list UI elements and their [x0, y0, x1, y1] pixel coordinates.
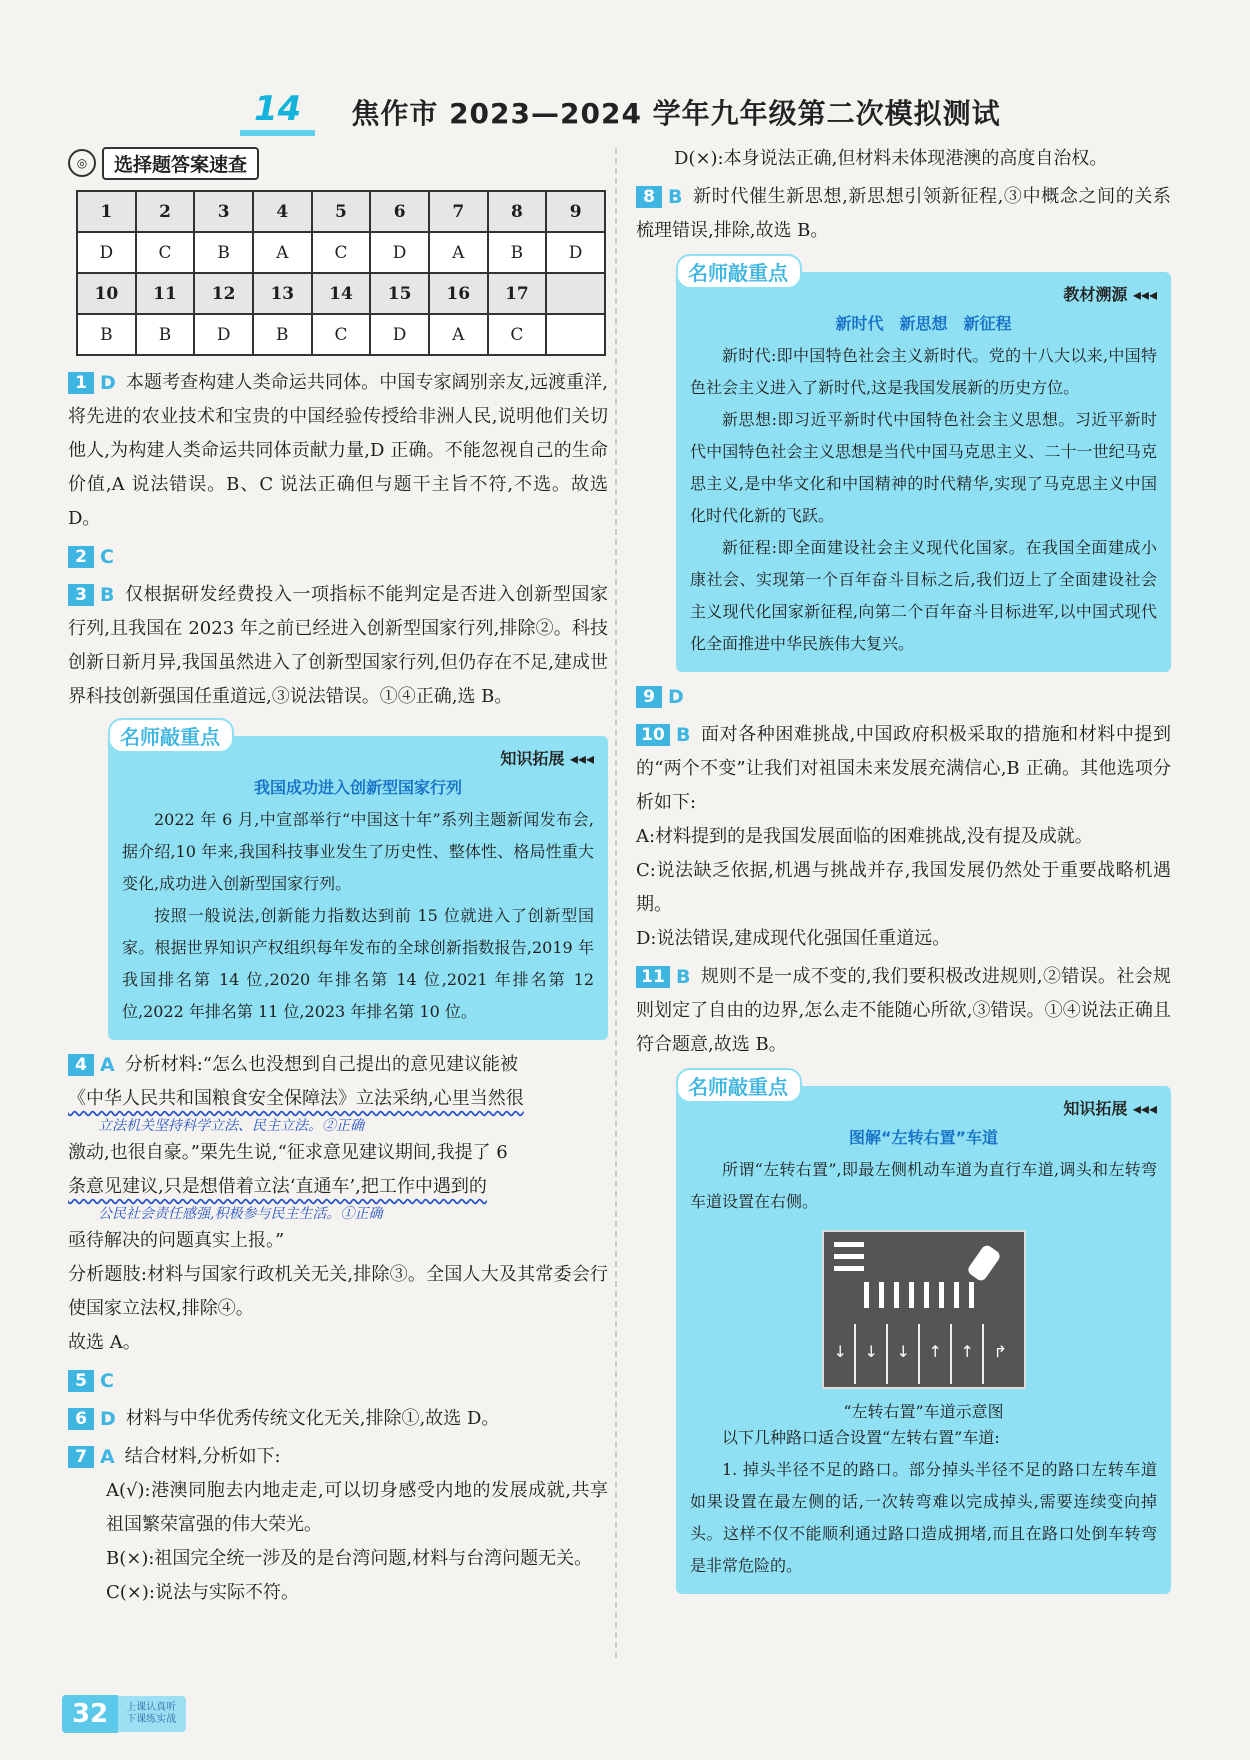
table-cell: A: [429, 314, 488, 355]
road-marking: [834, 1254, 864, 1259]
table-cell: A: [429, 232, 488, 273]
page-title: 焦作市 2023—2024 学年九年级第二次模拟测试: [351, 97, 1001, 130]
answer-letter: A: [100, 1054, 115, 1076]
tip-paragraph: 新时代:即中国特色社会主义新时代。党的十八大以来,中国特色社会主义进入了新时代,这是我国发展新的历史方位。: [690, 346, 1157, 397]
lane-line: [918, 1324, 920, 1384]
answer-letter: B: [676, 724, 691, 746]
question-number: 10: [636, 724, 670, 746]
answer-q6: [68, 1402, 608, 1436]
tip-tag: 名师敲重点: [676, 254, 802, 289]
right-column: [636, 148, 1171, 1602]
table-cell: 3: [194, 191, 253, 232]
page-footer: [62, 1695, 186, 1733]
table-cell: D: [546, 232, 605, 273]
explanation-text: 新时代催生新思想,新思想引领新征程,③中概念之间的关系梳理错误,排除,故选 B。: [636, 186, 1171, 241]
table-cell: C: [312, 232, 371, 273]
option-analysis: C(×):说法与实际不符。: [106, 1582, 299, 1603]
page-number: 32: [62, 1695, 118, 1733]
crosswalk-stripe: [909, 1282, 914, 1308]
explanation-text: 结合材料,分析如下:: [124, 1446, 281, 1467]
tip-paragraph: 新思想:即习近平新时代中国特色社会主义思想。习近平新时代中国特色社会主义思想是当代中国马克思主义、二十一世纪马克思主义,是中华文化和中国精神的时代精华,实现了马克思主义中国化时代化新的飞跃。: [690, 410, 1157, 525]
explanation-text: 《中华人民共和国粮食安全保障法》立法采纳,心里当然很: [68, 1088, 524, 1109]
question-number: 7: [68, 1446, 94, 1468]
crosswalk-stripe: [894, 1282, 899, 1308]
answer-q11: [636, 960, 1171, 1062]
tip-paragraph: 1. 掉头半径不足的路口。部分掉头半径不足的路口左转车道如果设置在最左侧的话,一次转弯难以完成掉头,需要连续变向掉头。这样不仅不能顺利通过路口造成拥堵,而且在路口处倒车转弯是非常危险的。: [690, 1460, 1157, 1575]
answer-letter: B: [668, 186, 683, 208]
table-cell: 10: [77, 273, 136, 314]
tip-title: 新时代 新思想 新征程: [835, 314, 1012, 333]
answer-q9: [636, 680, 1171, 714]
table-cell: 1: [77, 191, 136, 232]
question-number: 1: [68, 372, 94, 394]
answer-section-header: [68, 148, 608, 178]
test-number: 14: [240, 88, 315, 136]
table-cell: D: [370, 232, 429, 273]
lane-line: [982, 1324, 984, 1384]
table-cell: 17: [488, 273, 547, 314]
left-column: [68, 148, 608, 1610]
tip-paragraph: 2022 年 6 月,中宣部举行“中国这十年”系列主题新闻发布会,据介绍,10 年来,我国科技事业发生了历史性、整体性、格局性重大变化,成功进入创新型国家行列。: [122, 810, 594, 893]
option-analysis: A(√):港澳同胞去内地走走,可以切身感受内地的发展成就,共享祖国繁荣富强的伟大荣光。: [106, 1480, 608, 1535]
question-number: 9: [636, 686, 662, 708]
answer-letter: C: [100, 546, 114, 568]
table-cell: D: [370, 314, 429, 355]
table-cell: 6: [370, 191, 429, 232]
tip-title: 图解“左转右置”车道: [848, 1128, 999, 1147]
explanation-text: 分析材料:“怎么也没想到自己提出的意见建议能被: [124, 1054, 518, 1075]
tip-tag: 名师敲重点: [676, 1068, 802, 1103]
lane-arrow-icon: ↓: [864, 1342, 878, 1361]
question-number: 2: [68, 546, 94, 568]
lane-arrow-icon: ↑: [928, 1342, 942, 1361]
answer-q3: [68, 578, 608, 714]
table-cell: D: [194, 314, 253, 355]
tip-kind: 知识拓展 ◂◂◂: [500, 749, 594, 768]
table-cell: C: [312, 314, 371, 355]
table-cell: A: [253, 232, 312, 273]
table-cell: 4: [253, 191, 312, 232]
tip-title: 我国成功进入创新型国家行列: [253, 778, 462, 797]
question-number: 5: [68, 1370, 94, 1392]
lane-arrow-icon: ↓: [833, 1342, 847, 1361]
page-header: [240, 88, 1001, 136]
footer-slogan: 上课认真听 下课练实战: [118, 1696, 186, 1732]
answer-q2: [68, 540, 608, 574]
lane-diagram: [822, 1230, 1026, 1389]
lane-arrow-icon: ↑: [960, 1342, 974, 1361]
tip-paragraph: 以下几种路口适合设置“左转右置”车道:: [722, 1428, 1000, 1447]
table-cell: B: [488, 232, 547, 273]
lightbulb-icon: ◎: [68, 149, 96, 177]
lane-arrow-icon: ↱: [993, 1342, 1007, 1361]
handwritten-note: 立法机关坚持科学立法、民主立法。②正确: [98, 1118, 364, 1134]
table-row: [77, 191, 605, 232]
crosswalk-stripe: [879, 1282, 884, 1308]
explanation-text: 故选 A。: [68, 1332, 141, 1353]
explanation-text: 激动,也很自豪。”栗先生说,“征求意见建议期间,我提了 6: [68, 1142, 508, 1163]
table-cell: 8: [488, 191, 547, 232]
question-number: 3: [68, 584, 94, 606]
lane-line: [886, 1324, 888, 1384]
table-row: [77, 273, 605, 314]
lane-line: [854, 1324, 856, 1384]
question-number: 11: [636, 966, 670, 988]
explanation-text: 本题考查构建人类命运共同体。中国专家阔别亲友,远渡重洋,将先进的农业技术和宝贵的中国经验传授给非洲人民,说明他们关切他人,为构建人类命运共同体贡献力量,D 正确。不能忽视自己的生命价值,A 说法错误。B、C 说法正确但与题干主旨不符,不选。故选 D。: [68, 372, 608, 529]
answer-q10: [636, 718, 1171, 956]
option-analysis: B(×):祖国完全统一涉及的是台湾问题,材料与台湾问题无关。: [106, 1548, 593, 1569]
explanation-text: 仅根据研发经费投入一项指标不能判定是否进入创新型国家行列,且我国在 2023 年之前已经进入创新型国家行列,排除②。科技创新日新月异,我国虽然进入了创新型国家行列,但仍存在不足,建成世界科技创新强国任重道远,③说法错误。①④正确,选 B。: [68, 584, 608, 707]
answer-q8: [636, 180, 1171, 248]
handwritten-note: 公民社会责任感强,积极参与民主生活。①正确: [98, 1206, 383, 1222]
explanation-text: 材料与中华优秀传统文化无关,排除①,故选 D。: [125, 1408, 500, 1429]
answer-letter: B: [100, 584, 115, 606]
table-cell: C: [488, 314, 547, 355]
option-analysis: D:说法错误,建成现代化强国任重道远。: [636, 928, 951, 949]
diagram-caption: “左转右置”车道示意图: [843, 1402, 1004, 1421]
crosswalk-stripe: [864, 1282, 869, 1308]
table-cell: 7: [429, 191, 488, 232]
answer-letter: D: [668, 686, 684, 708]
answer-table: [76, 190, 606, 356]
option-analysis: D(×):本身说法正确,但材料未体现港澳的高度自治权。: [674, 148, 1108, 169]
crosswalk-stripe: [954, 1282, 959, 1308]
lane-arrow-icon: ↓: [896, 1342, 910, 1361]
table-cell: 11: [136, 273, 195, 314]
road-marking: [834, 1242, 864, 1247]
answer-q1: [68, 366, 608, 536]
tip-paragraph: 新征程:即全面建设社会主义现代化国家。在我国全面建成小康社会、实现第一个百年奋斗目标之后,我们迈上了全面建设社会主义现代化国家新征程,向第二个百年奋斗目标进军,以中国式现代化全面推进中华民族伟大复兴。: [690, 538, 1157, 653]
table-cell: B: [194, 232, 253, 273]
explanation-text: 条意见建议,只是想借着立法‘直通车’,把工作中遇到的: [68, 1176, 487, 1197]
table-cell: 16: [429, 273, 488, 314]
question-number: 4: [68, 1054, 94, 1076]
table-cell: 2: [136, 191, 195, 232]
table-cell: [546, 273, 605, 314]
answer-letter: B: [676, 966, 691, 988]
tip-tag: 名师敲重点: [108, 718, 234, 753]
explanation-text: 分析题肢:材料与国家行政机关无关,排除③。全国人大及其常委会行使国家立法权,排除④。: [68, 1264, 608, 1319]
tip-box-new-era: [676, 261, 1171, 672]
tip-kind: 知识拓展 ◂◂◂: [1063, 1099, 1157, 1118]
table-cell: 13: [253, 273, 312, 314]
table-row: [77, 314, 605, 355]
tip-paragraph: 按照一般说法,创新能力指数达到前 15 位就进入了创新型国家。根据世界知识产权组织每年发布的全球创新指数报告,2019 年我国排名第 14 位,2020 年排名第 14 位,2021 年排名第 12 位,2022 年排名第 11 位,2023 年排名第 10 位。: [122, 906, 594, 1021]
column-divider: [615, 148, 617, 1658]
question-number: 8: [636, 186, 662, 208]
tip-box-innovation: [108, 725, 608, 1040]
table-cell: [546, 314, 605, 355]
answer-q4: [68, 1048, 608, 1360]
table-cell: 14: [312, 273, 371, 314]
answer-letter: A: [100, 1446, 115, 1468]
table-cell: 12: [194, 273, 253, 314]
table-cell: 5: [312, 191, 371, 232]
table-cell: B: [77, 314, 136, 355]
explanation-text: 规则不是一成不变的,我们要积极改进规则,②错误。社会规则划定了自由的边界,怎么走不能随心所欲,③错误。①④说法正确且符合题意,故选 B。: [636, 966, 1171, 1055]
explanation-text: 亟待解决的问题真实上报。”: [68, 1230, 285, 1251]
table-cell: 9: [546, 191, 605, 232]
table-cell: B: [136, 314, 195, 355]
tip-paragraph: 所谓“左转右置”,即最左侧机动车道为直行车道,调头和左转弯车道设置在右侧。: [690, 1160, 1157, 1211]
crosswalk-stripe: [924, 1282, 929, 1308]
car-icon: [966, 1243, 1002, 1282]
answer-letter: C: [100, 1370, 114, 1392]
table-row: [77, 232, 605, 273]
tip-kind: 教材溯源 ◂◂◂: [1063, 285, 1157, 304]
table-cell: B: [253, 314, 312, 355]
answer-letter: D: [100, 1408, 116, 1430]
lane-line: [950, 1324, 952, 1384]
question-number: 6: [68, 1408, 94, 1430]
table-cell: D: [77, 232, 136, 273]
table-cell: C: [136, 232, 195, 273]
answer-q7: [68, 1440, 608, 1610]
crosswalk-stripe: [969, 1282, 974, 1308]
answer-letter: D: [100, 372, 116, 394]
answer-q5: [68, 1364, 608, 1398]
road-marking: [834, 1266, 864, 1271]
explanation-text: 面对各种困难挑战,中国政府积极采取的措施和材料中提到的“两个不变”让我们对祖国未来发展充满信心,B 正确。其他选项分析如下:: [636, 724, 1171, 813]
answer-section-title: 选择题答案速查: [102, 147, 259, 180]
tip-box-left-turn-lane: [676, 1075, 1171, 1594]
option-analysis: A:材料提到的是我国发展面临的困难挑战,没有提及成就。: [636, 826, 1093, 847]
table-cell: 15: [370, 273, 429, 314]
crosswalk-stripe: [939, 1282, 944, 1308]
option-analysis: C:说法缺乏依据,机遇与挑战并存,我国发展仍然处于重要战略机遇期。: [636, 860, 1171, 915]
